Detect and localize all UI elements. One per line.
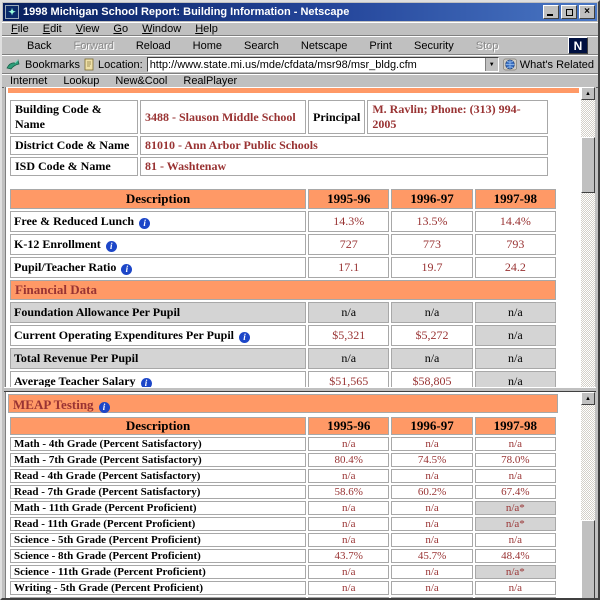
- url-input[interactable]: [148, 58, 485, 71]
- table-row: [10, 485, 556, 499]
- toolbar-button-reload[interactable]: Reload: [135, 39, 171, 52]
- url-field: [147, 57, 499, 72]
- meap-title: MEAP Testing: [13, 397, 94, 412]
- value-cell: 67.4%: [475, 485, 556, 499]
- bookmarks-menu[interactable]: [6, 58, 80, 71]
- info-icon[interactable]: i: [99, 402, 110, 413]
- value-cell: $58,805: [391, 371, 472, 387]
- value-cell: n/a: [475, 348, 556, 369]
- value-cell: n/a: [308, 348, 389, 369]
- table-row: [10, 211, 556, 232]
- value-cell: n/a: [391, 581, 472, 595]
- isd-code-label: ISD Code & Name: [10, 157, 138, 176]
- value-cell: n/a: [308, 565, 389, 579]
- info-icon[interactable]: i: [141, 378, 152, 387]
- value-cell: 14.3%: [308, 211, 389, 232]
- value-cell: [308, 597, 389, 598]
- table-row: [10, 234, 556, 255]
- row-label: [10, 533, 306, 547]
- row-label-text: Math - 11th Grade (Percent Proficient): [14, 502, 197, 514]
- value-cell: [391, 597, 472, 598]
- netscape-logo[interactable]: N: [568, 37, 588, 54]
- table-row: [10, 136, 548, 155]
- value-cell: n/a*: [475, 501, 556, 515]
- value-cell: n/a: [475, 325, 556, 346]
- principal-value: M. Ravlin; Phone: (313) 994-2005: [367, 100, 548, 134]
- row-label-text: Math - 7th Grade (Percent Satisfactory): [14, 454, 202, 466]
- location-label-group: [84, 58, 143, 71]
- value-cell: n/a: [391, 565, 472, 579]
- row-label: [10, 257, 306, 278]
- value-cell: 17.1: [308, 257, 389, 278]
- info-icon[interactable]: i: [239, 332, 250, 343]
- whats-related-icon: [503, 58, 517, 71]
- column-header: 1995-96: [308, 189, 389, 209]
- toolbar-button-netscape[interactable]: Netscape: [300, 39, 348, 52]
- table-row: [10, 348, 556, 369]
- row-label: [10, 517, 306, 531]
- building-code-value: 3488 - Slauson Middle School: [140, 100, 306, 134]
- menu-item-window[interactable]: Window: [142, 22, 182, 35]
- value-cell: n/a: [308, 302, 389, 323]
- personal-toolbar-item-newcool[interactable]: New&Cool: [115, 75, 168, 87]
- restore-icon: [566, 9, 573, 16]
- table-row: [10, 469, 556, 483]
- value-cell: 13.5%: [391, 211, 472, 232]
- value-cell: n/a: [475, 371, 556, 387]
- table-row: [10, 533, 556, 547]
- row-label: [10, 211, 306, 232]
- menu-item-file[interactable]: File: [11, 22, 29, 35]
- row-label: [10, 485, 306, 499]
- value-cell: $5,321: [308, 325, 389, 346]
- row-label-text: Science - 5th Grade (Percent Proficient): [14, 534, 201, 546]
- toolbar-button-stop: Stop: [475, 39, 499, 52]
- report-data-table: [8, 187, 558, 387]
- school-info-table: [8, 98, 550, 178]
- table-row: [10, 517, 556, 531]
- value-cell: 48.4%: [475, 549, 556, 563]
- location-icon[interactable]: [84, 58, 95, 71]
- row-label: [10, 581, 306, 595]
- value-cell: 58.6%: [308, 485, 389, 499]
- netscape-app-icon: ✦: [5, 5, 19, 19]
- title-bar: [3, 3, 597, 21]
- location-bar: [2, 55, 598, 74]
- column-header: 1997-98: [475, 189, 556, 209]
- close-icon: ×: [584, 6, 590, 17]
- value-cell: 773: [391, 234, 472, 255]
- value-cell: 80.4%: [308, 453, 389, 467]
- menu-item-help[interactable]: Help: [195, 22, 218, 35]
- location-label: Location:: [98, 58, 143, 71]
- row-label: [10, 565, 306, 579]
- row-label-text: Science - 8th Grade (Percent Proficient): [14, 550, 201, 562]
- scroll-up-button[interactable]: ▲: [581, 87, 595, 100]
- toolbar-button-home[interactable]: Home: [192, 39, 223, 52]
- value-cell: n/a: [391, 302, 472, 323]
- bookmarks-icon: [6, 58, 22, 71]
- whats-related-label: What's Related: [519, 58, 594, 71]
- info-icon[interactable]: i: [121, 264, 132, 275]
- table-row: [10, 597, 556, 598]
- row-label: [10, 597, 306, 598]
- row-label-text: Total Revenue Per Pupil: [14, 351, 139, 365]
- browser-content: [4, 87, 596, 598]
- column-header: 1995-96: [308, 417, 389, 435]
- value-cell: 24.2: [475, 257, 556, 278]
- minimize-icon: [547, 14, 553, 16]
- value-cell: n/a: [308, 501, 389, 515]
- table-row: [10, 501, 556, 515]
- table-row: [10, 257, 556, 278]
- row-label-text: K-12 Enrollment: [14, 237, 101, 251]
- toolbar-button-security[interactable]: Security: [413, 39, 454, 52]
- value-cell: n/a: [391, 533, 472, 547]
- row-label-text: Foundation Allowance Per Pupil: [14, 305, 181, 319]
- minimize-button[interactable]: [543, 5, 559, 19]
- info-icon[interactable]: i: [139, 218, 150, 229]
- row-label-text: Read - 11th Grade (Percent Proficient): [14, 518, 196, 530]
- meap-section-header: [8, 394, 558, 413]
- scrollbar-thumb[interactable]: [581, 520, 595, 598]
- row-label-text: Read - 4th Grade (Percent Satisfactory): [14, 470, 201, 482]
- bottom-frame-scrollbar[interactable]: [581, 392, 595, 598]
- value-cell: n/a: [308, 437, 389, 451]
- section-header-row: [10, 280, 556, 300]
- district-code-value: 81010 - Ann Arbor Public Schools: [140, 136, 548, 155]
- column-header: Description: [10, 417, 306, 435]
- value-cell: 19.7: [391, 257, 472, 278]
- personal-toolbar: [2, 74, 598, 88]
- menu-bar: [2, 22, 598, 36]
- row-label-text: Average Teacher Salary: [14, 374, 136, 387]
- value-cell: n/a: [391, 501, 472, 515]
- value-cell: 78.0%: [475, 453, 556, 467]
- row-label-text: Math - 4th Grade (Percent Satisfactory): [14, 438, 202, 450]
- meap-data-table: [8, 415, 558, 598]
- row-label: [10, 453, 306, 467]
- page-header-bar: [8, 88, 579, 93]
- report-frame-bottom: [5, 392, 595, 598]
- row-label-text: Pupil/Teacher Ratio: [14, 260, 117, 274]
- personal-toolbar-item-internet[interactable]: Internet: [10, 75, 48, 87]
- row-label: [10, 501, 306, 515]
- value-cell: n/a: [475, 302, 556, 323]
- value-cell: n/a: [391, 469, 472, 483]
- value-cell: n/a: [475, 533, 556, 547]
- row-label-text: Writing - 5th Grade (Percent Proficient): [14, 582, 204, 594]
- principal-label: Principal: [308, 100, 365, 134]
- navigation-toolbar: [2, 36, 598, 55]
- row-label-text: Read - 7th Grade (Percent Satisfactory): [14, 486, 201, 498]
- close-button[interactable]: [579, 5, 595, 19]
- personal-toolbar-item-realplayer[interactable]: RealPlayer: [183, 75, 238, 87]
- building-code-label: Building Code & Name: [10, 100, 138, 134]
- row-label: [10, 348, 306, 369]
- value-cell: 60.2%: [391, 485, 472, 499]
- column-header: 1996-97: [391, 189, 472, 209]
- value-cell: 727: [308, 234, 389, 255]
- district-code-label: District Code & Name: [10, 136, 138, 155]
- value-cell: 14.4%: [475, 211, 556, 232]
- report-frame-top: [5, 87, 595, 387]
- value-cell: $5,272: [391, 325, 472, 346]
- table-row: [10, 437, 556, 451]
- value-cell: 43.7%: [308, 549, 389, 563]
- table-row: [10, 581, 556, 595]
- row-label: [10, 234, 306, 255]
- column-header-row: [10, 189, 556, 209]
- row-label-text: Current Operating Expenditures Per Pupil: [14, 328, 235, 342]
- value-cell: n/a: [391, 437, 472, 451]
- menu-item-go[interactable]: Go: [113, 22, 129, 35]
- row-label: [10, 469, 306, 483]
- row-label-text: Science - 11th Grade (Percent Proficient): [14, 566, 206, 578]
- url-dropdown-button[interactable]: ▼: [485, 58, 498, 71]
- value-cell: n/a*: [475, 517, 556, 531]
- value-cell: 793: [475, 234, 556, 255]
- value-cell: n/a: [475, 469, 556, 483]
- toolbar-button-back[interactable]: Back: [27, 39, 52, 52]
- scroll-up-button[interactable]: ▲: [581, 392, 595, 405]
- top-frame-scrollbar[interactable]: [581, 87, 595, 387]
- window-title: 1998 Michigan School Report: Building Information - Netscape: [23, 6, 350, 18]
- table-row: [10, 325, 556, 346]
- column-header: 1997-98: [475, 417, 556, 435]
- isd-code-value: 81 - Washtenaw: [140, 157, 548, 176]
- menu-item-view[interactable]: View: [75, 22, 100, 35]
- toolbar-button-forward: Forward: [73, 39, 114, 52]
- value-cell: n/a: [391, 517, 472, 531]
- toolbar-button-print[interactable]: Print: [369, 39, 392, 52]
- value-cell: n/a: [308, 517, 389, 531]
- table-row: [10, 157, 548, 176]
- table-row: [10, 565, 556, 579]
- personal-toolbar-item-lookup[interactable]: Lookup: [63, 75, 100, 87]
- column-header: Description: [10, 189, 306, 209]
- value-cell: n/a: [308, 581, 389, 595]
- row-label: [10, 302, 306, 323]
- column-header-row: [10, 417, 556, 435]
- value-cell: $51,565: [308, 371, 389, 387]
- info-icon[interactable]: i: [106, 241, 117, 252]
- table-row: [10, 371, 556, 387]
- menu-item-edit[interactable]: Edit: [42, 22, 62, 35]
- value-cell: 45.7%: [391, 549, 472, 563]
- table-row: [10, 549, 556, 563]
- row-label: [10, 325, 306, 346]
- toolbar-button-search[interactable]: Search: [244, 39, 279, 52]
- section-title: Financial Data: [10, 280, 556, 300]
- row-label: [10, 437, 306, 451]
- restore-button[interactable]: [561, 5, 577, 19]
- row-label: [10, 371, 306, 387]
- table-row: [10, 302, 556, 323]
- value-cell: n/a: [308, 533, 389, 547]
- row-label: [10, 549, 306, 563]
- whats-related-button[interactable]: [503, 58, 594, 71]
- row-label-text: Free & Reduced Lunch: [14, 214, 135, 228]
- table-row: [10, 100, 548, 134]
- value-cell: n/a: [475, 581, 556, 595]
- table-row: [10, 453, 556, 467]
- bookmarks-label: Bookmarks: [25, 58, 81, 71]
- value-cell: [475, 597, 556, 598]
- value-cell: n/a: [475, 437, 556, 451]
- value-cell: n/a: [308, 469, 389, 483]
- value-cell: n/a: [391, 348, 472, 369]
- scrollbar-thumb[interactable]: [581, 137, 595, 193]
- value-cell: n/a*: [475, 565, 556, 579]
- column-header: 1996-97: [391, 417, 472, 435]
- value-cell: 74.5%: [391, 453, 472, 467]
